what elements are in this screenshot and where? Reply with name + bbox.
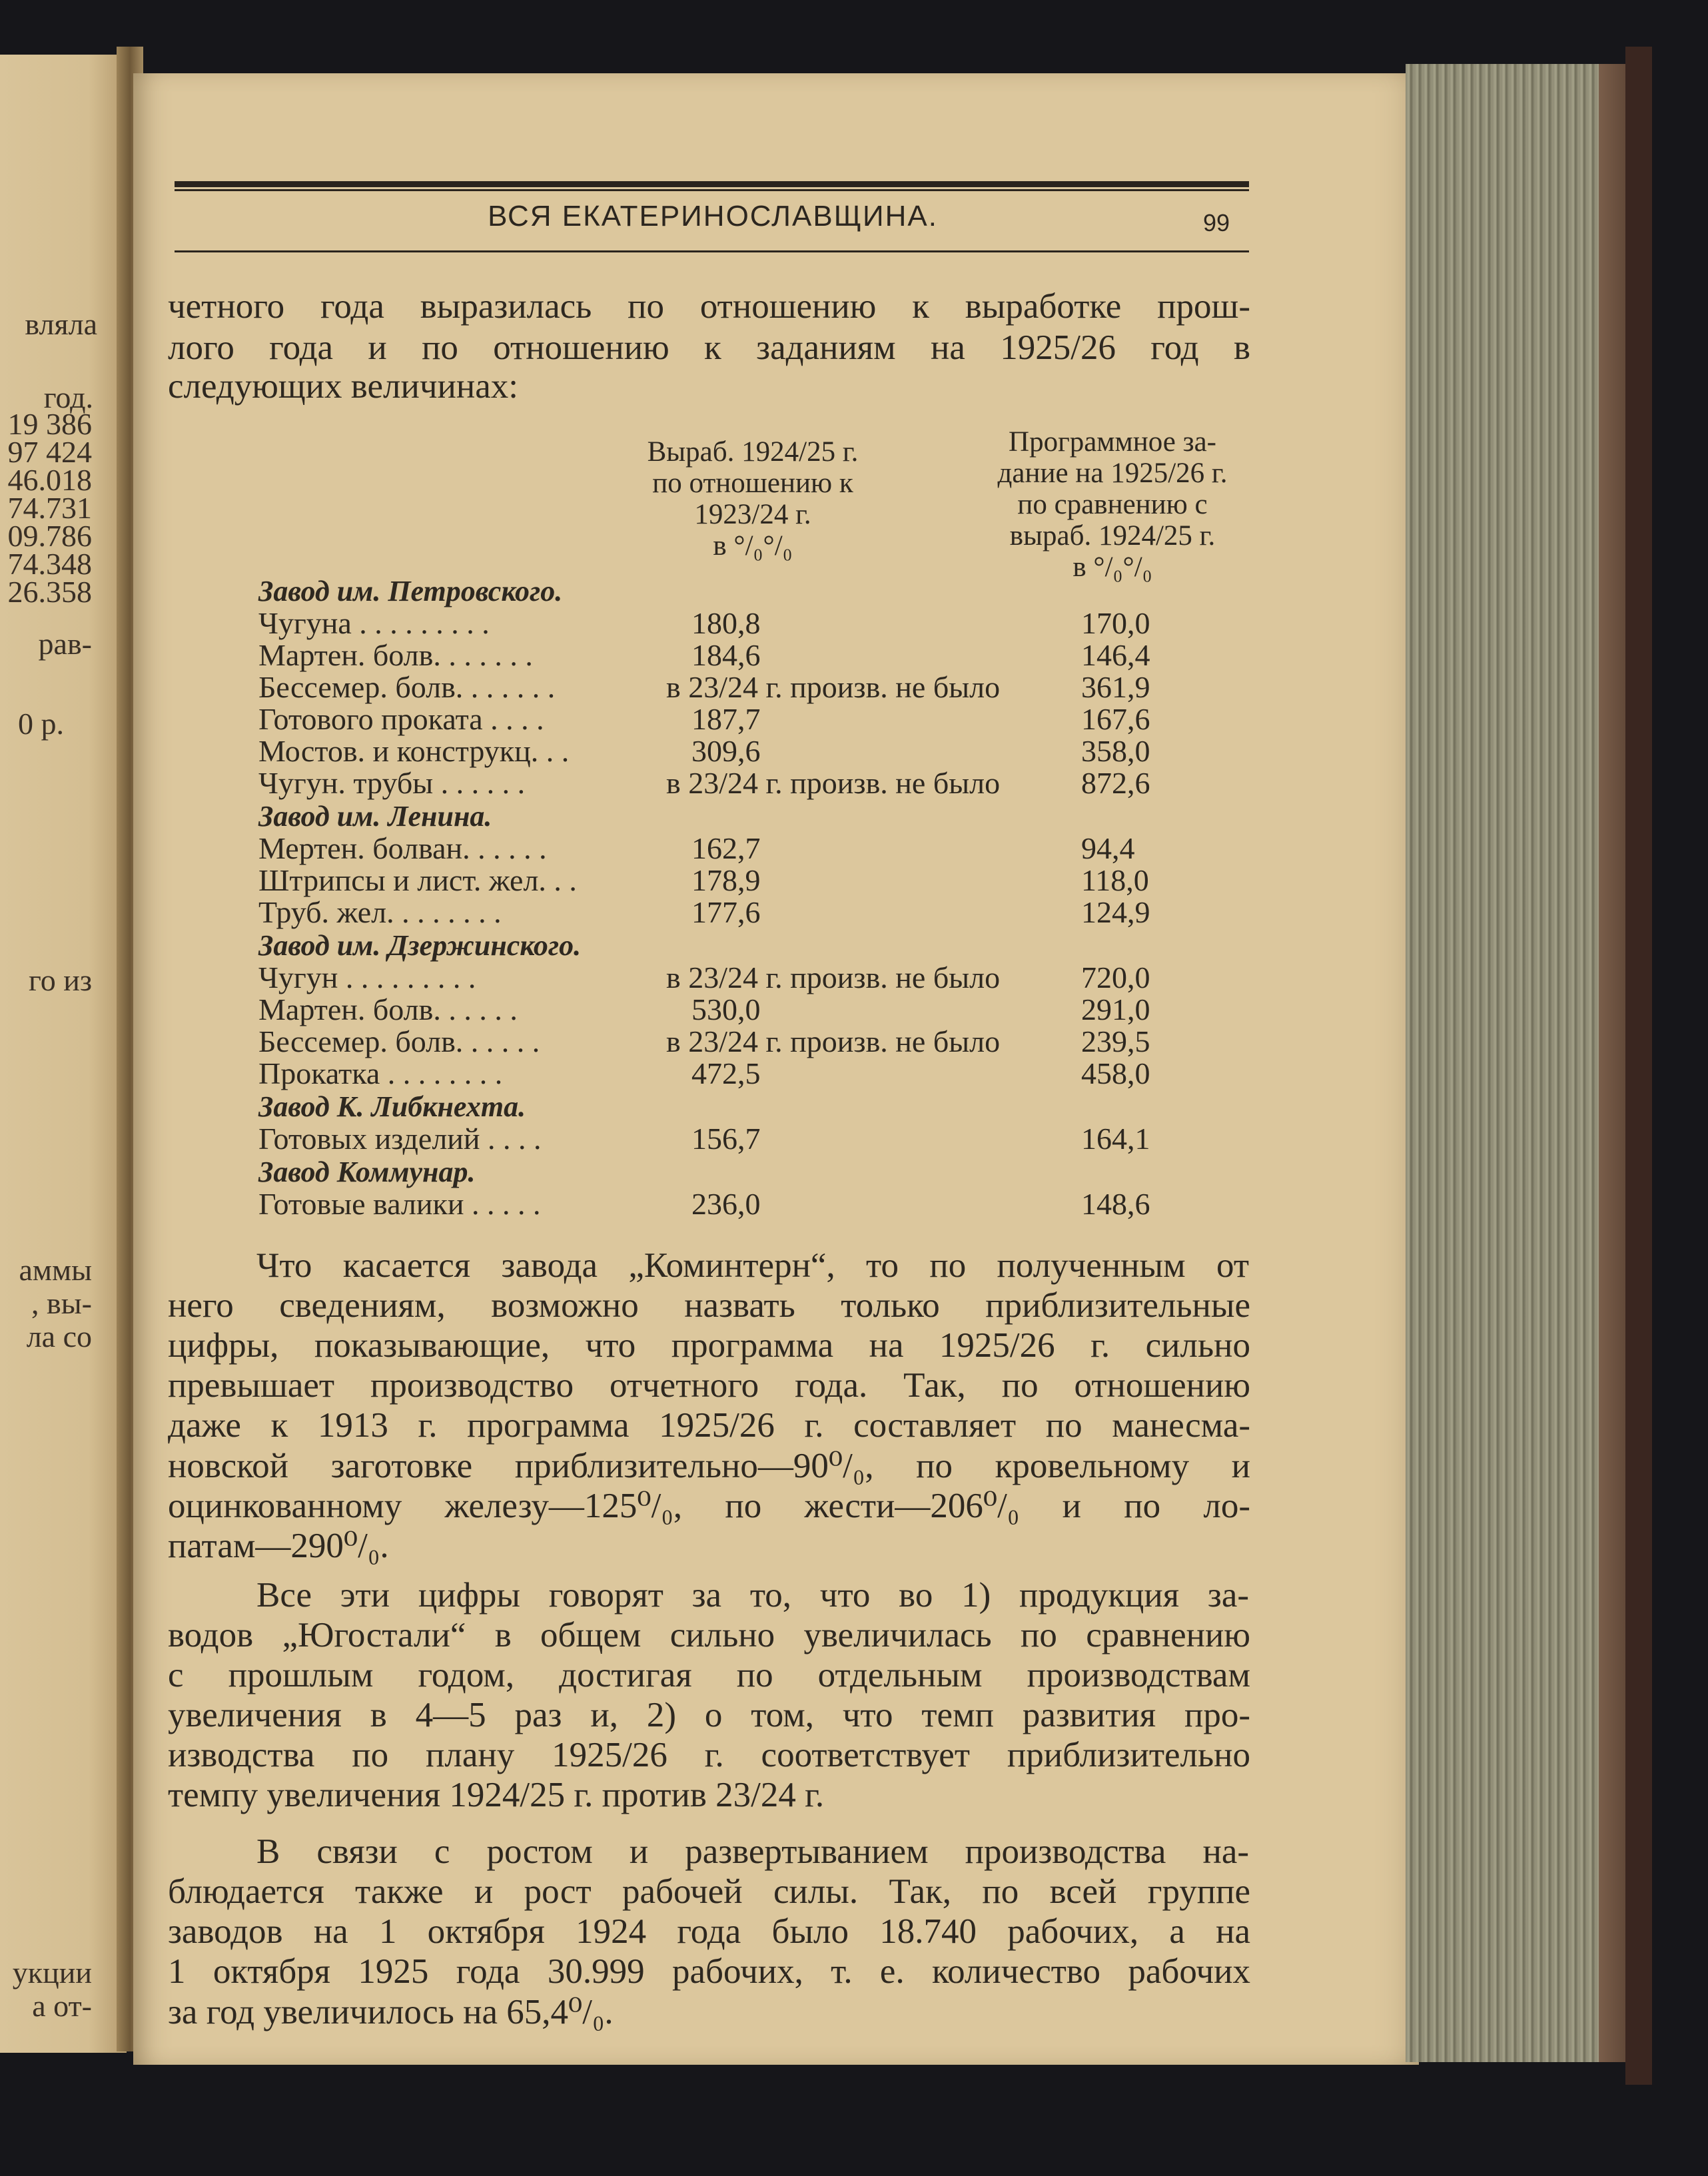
paragraph-line: изводства по плану 1925/26 г. соответствует приблизительно	[168, 1736, 1250, 1774]
row-plan: 146,4	[1081, 638, 1150, 672]
paragraph-line: с прошлым годом, достигая по отдельным производствам	[168, 1656, 1250, 1694]
column-header-line: в °/₀°/₀	[1072, 551, 1152, 583]
row-production: 309,6	[691, 734, 761, 768]
plant-heading: Завод им. Дзержинского.	[258, 929, 582, 962]
row-production: 530,0	[691, 992, 761, 1026]
plant-heading: Завод им. Ленина.	[258, 800, 492, 833]
column-header-plan	[956, 426, 1269, 583]
plant-heading: Завод Коммунар.	[258, 1156, 476, 1188]
left-line: 74.348	[7, 547, 92, 581]
row-production: 177,6	[691, 895, 761, 929]
running-head	[173, 200, 1252, 246]
row-plan: 720,0	[1081, 960, 1150, 994]
paragraph-line: блюдается также и рост рабочей силы. Так, по всей группе	[168, 1872, 1250, 1911]
row-plan: 148,6	[1081, 1187, 1150, 1221]
row-plan: 872,6	[1081, 766, 1150, 800]
table-row	[258, 639, 1191, 671]
table-row	[258, 1188, 1191, 1220]
row-item: Труб. жел. . . . . . . .	[258, 895, 502, 929]
paragraph-line: цифры, показывающие, что программа на 1925/26 г. сильно	[168, 1326, 1250, 1365]
row-item: Мертен. болван. . . . . .	[258, 831, 547, 865]
row-item: Бессемер. болв. . . . . . .	[258, 670, 556, 704]
book-cover	[1625, 47, 1652, 2085]
row-production: 236,0	[691, 1187, 761, 1221]
row-item: Чугун. трубы . . . . . .	[258, 766, 526, 800]
left-line: аммы	[19, 1253, 92, 1287]
paragraph-line: темпу увеличения 1924/25 г. против 23/24 г.	[168, 1776, 825, 1814]
table-row	[258, 833, 1191, 865]
table-row	[258, 865, 1191, 897]
left-line: го из	[28, 963, 92, 997]
table-row	[258, 607, 1191, 639]
paragraph-line: водов „Югостали“ в общем сильно увеличилась по сравнению	[168, 1616, 1250, 1654]
row-production: 156,7	[691, 1122, 761, 1156]
row-plan: 164,1	[1081, 1122, 1150, 1156]
table-row	[258, 735, 1191, 767]
paragraph-line: Что касается завода „Коминтерн“, то по полученным от	[256, 1246, 1249, 1285]
row-production: 472,5	[691, 1056, 761, 1090]
row-plan: 458,0	[1081, 1056, 1150, 1090]
row-item: Штрипсы и лист. жел. . .	[258, 863, 577, 897]
row-plan: 167,6	[1081, 702, 1150, 736]
left-line: год.	[43, 380, 93, 414]
table-row	[258, 1026, 1191, 1058]
left-line: 0 р.	[18, 707, 64, 741]
row-plan: 239,5	[1081, 1024, 1150, 1058]
column-header-line: в °/₀°/₀	[713, 530, 793, 561]
table-row	[258, 671, 1191, 703]
paragraph-line: 1 октября 1925 года 30.999 рабочих, т. е. количество рабочих	[168, 1952, 1250, 1991]
left-line: а от-	[32, 1989, 92, 2023]
row-item: Чугун . . . . . . . . .	[258, 960, 476, 994]
paragraph-line: В связи с ростом и развертыванием производства на-	[256, 1832, 1249, 1871]
row-production: 187,7	[691, 702, 761, 736]
row-plan: 118,0	[1081, 863, 1149, 897]
left-line: 97 424	[7, 435, 92, 469]
column-header-line: Программное за-	[1009, 426, 1216, 458]
intro-line: лого года и по отношению к заданиям на 1925/26 год в	[168, 328, 1250, 367]
row-note: в 23/24 г. произв. не было	[666, 670, 1001, 704]
left-page	[0, 55, 127, 2053]
left-line: вляла	[25, 307, 97, 341]
page-edges	[1406, 64, 1619, 2062]
row-item: Готовые валики . . . . .	[258, 1187, 541, 1221]
row-production: 162,7	[691, 831, 761, 865]
row-plan: 124,9	[1081, 895, 1150, 929]
left-line: 26.358	[7, 575, 92, 609]
table-row	[258, 962, 1191, 994]
table-row	[258, 1123, 1191, 1155]
row-production: 184,6	[691, 638, 761, 672]
row-note: в 23/24 г. произв. не было	[666, 1024, 1001, 1058]
table-row	[258, 994, 1191, 1026]
paragraph-line: превышает производство отчетного года. Так, по отношению	[168, 1366, 1250, 1405]
left-line: укции	[12, 1956, 92, 1990]
paragraph-line: оцинкованному железу—125⁰/₀, по жести—206⁰/₀ и по ло-	[168, 1487, 1250, 1525]
left-line: ла со	[26, 1319, 92, 1353]
column-header-line: по сравнению с	[1017, 489, 1208, 520]
left-line: 09.786	[7, 519, 92, 553]
row-production: 178,9	[691, 863, 761, 897]
left-line: , вы-	[31, 1286, 92, 1320]
paragraph-line: новской заготовке приблизительно—90⁰/₀, по кровельному и	[168, 1447, 1250, 1485]
table-row	[258, 897, 1191, 928]
row-note: в 23/24 г. произв. не было	[666, 766, 1001, 800]
left-line: рав-	[38, 627, 92, 661]
row-item: Бессемер. болв. . . . . .	[258, 1024, 540, 1058]
left-line: 46.018	[7, 463, 92, 497]
row-plan: 361,9	[1081, 670, 1150, 704]
column-header-line: дание на 1925/26 г.	[997, 458, 1228, 489]
row-item: Готового проката . . . .	[258, 702, 544, 736]
column-header-line: по отношению к	[652, 468, 853, 499]
table-row	[258, 703, 1191, 735]
row-plan: 94,4	[1081, 831, 1135, 865]
paragraph-line: за год увеличилось на 65,4⁰/₀.	[168, 1993, 614, 2031]
paragraph-line: заводов на 1 октября 1924 года было 18.740 рабочих, а на	[168, 1912, 1250, 1951]
row-item: Готовых изделий . . . .	[258, 1122, 542, 1156]
row-note: в 23/24 г. произв. не было	[666, 960, 1001, 994]
table-row	[258, 1058, 1191, 1090]
row-item: Мартен. болв. . . . . . .	[258, 638, 533, 672]
page-number: 99	[1202, 209, 1230, 236]
left-line: 74.731	[7, 491, 92, 525]
paragraph-line: патам—290⁰/₀.	[168, 1527, 389, 1565]
row-plan: 291,0	[1081, 992, 1150, 1026]
paragraph-line: увеличения в 4—5 раз и, 2) о том, что темп развития про-	[168, 1696, 1250, 1734]
plant-heading: Завод К. Либкнехта.	[258, 1090, 526, 1123]
paragraph-line: даже к 1913 г. программа 1925/26 г. составляет по манесма-	[168, 1406, 1250, 1445]
column-header-line: выраб. 1924/25 г.	[1009, 520, 1216, 551]
row-plan: 170,0	[1081, 606, 1150, 640]
column-header-production	[600, 436, 906, 561]
table-row	[258, 767, 1191, 799]
running-title: ВСЯ ЕКАТЕРИНОСЛАВЩИНА.	[488, 200, 938, 232]
paragraph-line: него сведениям, возможно назвать только приблизительные	[168, 1286, 1250, 1325]
row-item: Чугуна . . . . . . . . .	[258, 606, 490, 640]
row-item: Мартен. болв. . . . . .	[258, 992, 518, 1026]
left-page-text	[0, 55, 127, 2053]
header-rule-bottom	[175, 250, 1249, 252]
plant-heading: Завод им. Петровского.	[258, 575, 563, 607]
row-item: Прокатка . . . . . . . .	[258, 1056, 503, 1090]
column-header-line: 1923/24 г.	[694, 499, 811, 530]
row-item: Мостов. и конструкц. . .	[258, 734, 570, 768]
column-header-line: Выраб. 1924/25 г.	[647, 436, 859, 468]
row-production: 180,8	[691, 606, 761, 640]
header-rule-top	[175, 181, 1249, 187]
intro-line: четного года выразилась по отношению к выработке прош-	[168, 287, 1250, 326]
header-rule-thin	[175, 189, 1249, 191]
left-line: 19 386	[7, 407, 92, 441]
row-plan: 358,0	[1081, 734, 1150, 768]
paragraph-line: Все эти цифры говорят за то, что во 1) продукция за-	[256, 1576, 1249, 1615]
intro-line: следующих величинах:	[168, 367, 518, 406]
